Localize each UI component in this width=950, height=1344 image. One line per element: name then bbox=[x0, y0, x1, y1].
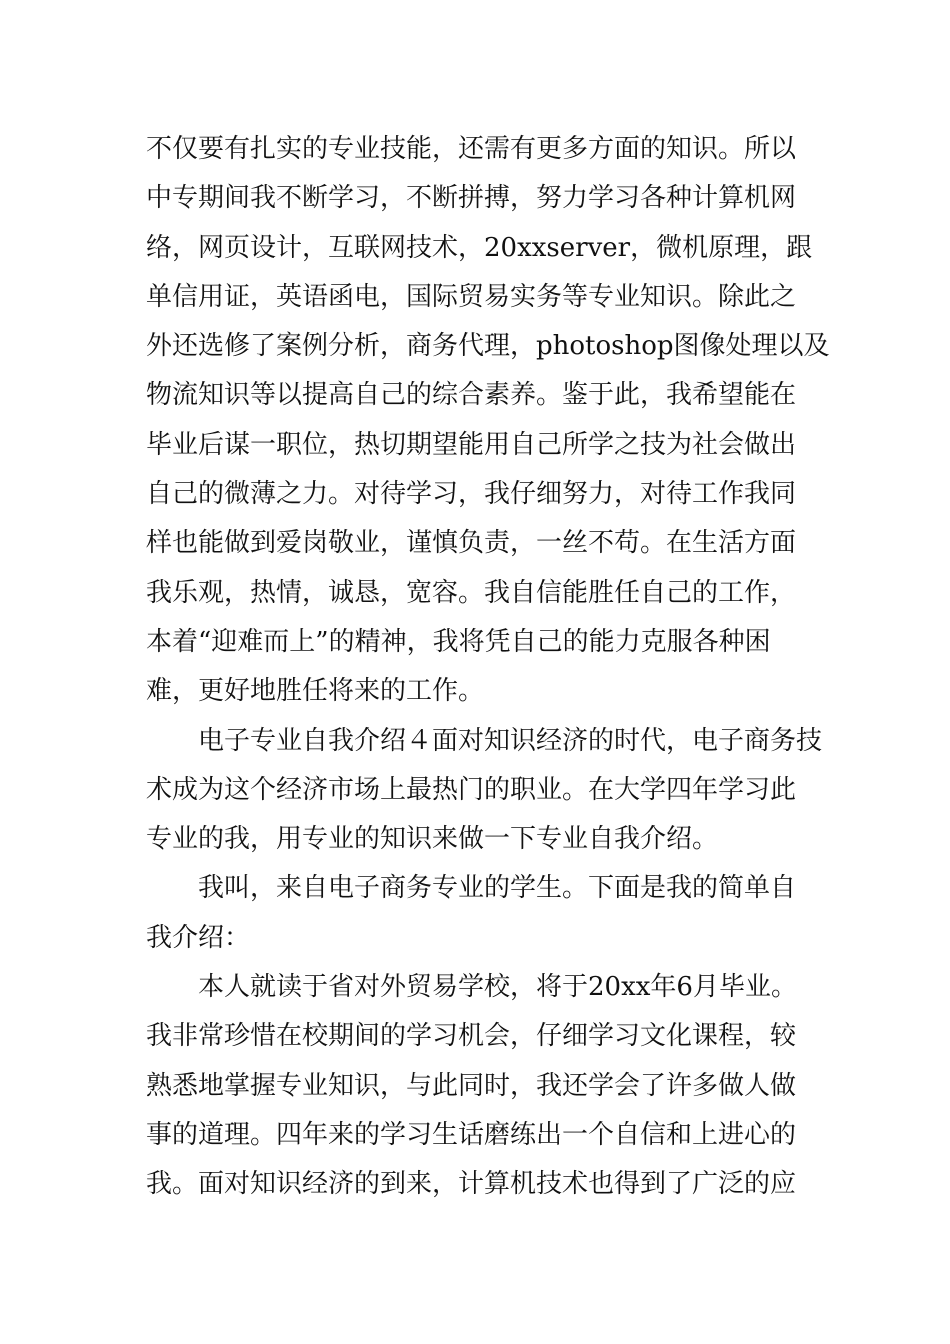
text-line: 单信用证，英语函电，国际贸易实务等专业知识。除此之 bbox=[146, 281, 797, 312]
text-line: 样也能做到爱岗敬业，谨慎负责，一丝不苟。在生活方面 bbox=[146, 528, 797, 559]
text-line: 我乐观，热情，诚恳，宽容。我自信能胜任自己的工作， bbox=[146, 577, 797, 608]
text-line: 熟悉地掌握专业知识，与此同时，我还学会了许多做人做 bbox=[146, 1070, 797, 1101]
text-line: 本着“迎难而上”的精神，我将凭自己的能力克服各种困 bbox=[146, 626, 771, 657]
text-line: 难，更好地胜任将来的工作。 bbox=[146, 676, 485, 707]
text-line: 我非常珍惜在校期间的学习机会，仔细学习文化课程，较 bbox=[146, 1021, 797, 1052]
body-text bbox=[146, 125, 830, 1210]
text-line: 毕业后谋一职位，热切期望能用自己所学之技为社会做出 bbox=[146, 429, 797, 460]
paragraph-start-line: 电子专业自我介绍４面对知识经济的时代，电子商务技 bbox=[198, 725, 823, 756]
text-line: 自己的微薄之力。对待学习，我仔细努力，对待工作我同 bbox=[146, 479, 797, 510]
text-line: 我。面对知识经济的到来，计算机技术也得到了广泛的应 bbox=[146, 1169, 797, 1200]
paragraph-start-line: 本人就读于省对外贸易学校，将于20xx年6月毕业。 bbox=[198, 972, 797, 1003]
text-line: 事的道理。四年来的学习生话磨练出一个自信和上进心的 bbox=[146, 1119, 797, 1150]
text-line: 外还选修了案例分析，商务代理，photoshop图像处理以及 bbox=[146, 331, 830, 362]
text-line: 我介绍： bbox=[146, 922, 251, 953]
text-line: 中专期间我不断学习，不断拼搏，努力学习各种计算机网 bbox=[146, 183, 797, 214]
text-line: 络，网页设计，互联网技术，20xxserver，微机原理，跟 bbox=[146, 232, 813, 263]
text-line: 不仅要有扎实的专业技能，还需有更多方面的知识。所以 bbox=[146, 134, 797, 164]
text-line: 专业的我，用专业的知识来做一下专业自我介绍。 bbox=[146, 824, 719, 855]
text-line: 物流知识等以提高自己的综合素养。鉴于此，我希望能在 bbox=[146, 380, 797, 411]
paragraph-start-line: 我叫，来自电子商务专业的学生。下面是我的简单自 bbox=[198, 873, 797, 904]
text-line: 术成为这个经济市场上最热门的职业。在大学四年学习此 bbox=[146, 774, 797, 805]
